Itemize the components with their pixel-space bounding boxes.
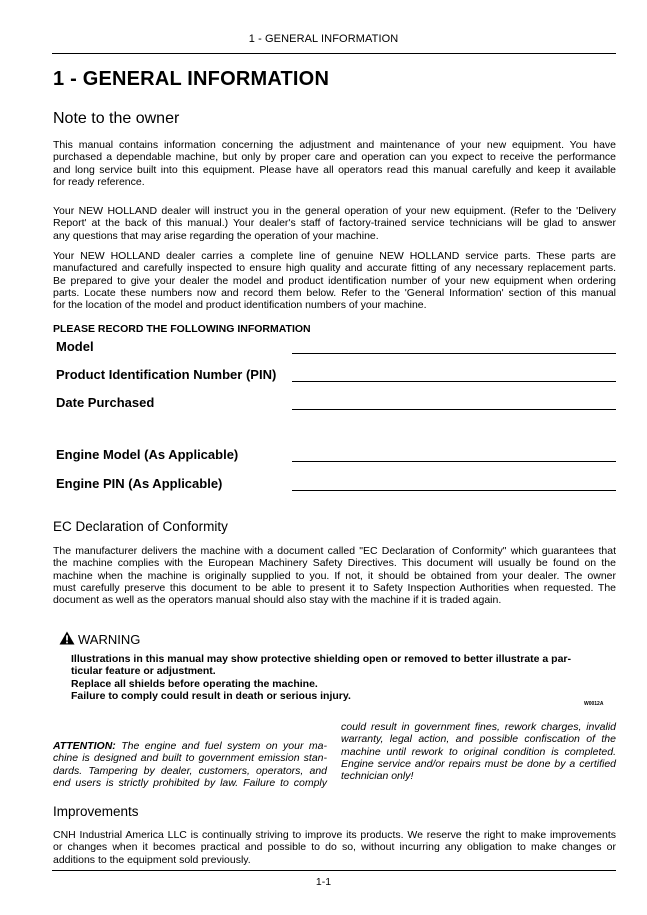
- warning-label: WARNING: [78, 632, 141, 647]
- paragraph-line: Be prepared to give your dealer the model and product identification number of your new equipment when ordering: [53, 274, 616, 287]
- paragraph-line: Your NEW HOLLAND dealer will instruct you in the general operation of your new equipment. (Refer to the 'Delivery: [53, 205, 616, 217]
- attention-left-column: [53, 740, 327, 789]
- attention-line: machine until rework to original condition is completed.: [341, 745, 616, 758]
- paragraph-line: parts. Locate these numbers now and record them below. Refer to the 'General Information' section of this manual: [53, 286, 616, 299]
- header-rule: [52, 53, 616, 54]
- intro-paragraph-2: [53, 205, 616, 242]
- intro-paragraph-1: [53, 139, 616, 188]
- paragraph-line: manufactured and carefully inspected to ensure high quality and accurate fitting of any necessary replacement parts.: [53, 262, 616, 275]
- warning-heading: [59, 631, 140, 648]
- paragraph-line: document as well as the operators manual should also stay with the machine if it is traded again.: [53, 594, 502, 607]
- attention-line: warranty, legal action, and possible confiscation of the: [341, 733, 616, 746]
- warning-triangle-icon: [59, 631, 75, 648]
- field-label-engine-pin: Engine PIN (As Applicable): [56, 476, 223, 491]
- field-line-model: [292, 353, 616, 354]
- paragraph-line: must carefully preserve this document to be able to present it to Safety Inspection Authorities when requested. The: [53, 581, 616, 594]
- paragraph-line: for the location of the model and product identification numbers of your machine.: [53, 299, 427, 312]
- field-line-engine-model: [292, 461, 616, 462]
- improvements-paragraph: [53, 829, 616, 866]
- paragraph-line: the machine complies with the European Machinery Safety Directives. This document will usually be found on the: [53, 557, 616, 570]
- page-number: 1-1: [315, 876, 332, 888]
- warning-code: W0012A: [584, 701, 604, 707]
- running-header: 1 - GENERAL INFORMATION: [248, 33, 399, 45]
- attention-line: could result in government fines, rework charges, invalid: [341, 721, 616, 733]
- intro-paragraph-3: [53, 250, 616, 311]
- warning-line: Illustrations in this manual may show protective shielding open or removed to better illustrate a par-: [71, 653, 572, 665]
- field-line-engine-pin: [292, 490, 616, 491]
- field-label-model: Model: [56, 339, 94, 354]
- paragraph-line: The manufacturer delivers the machine with a document called "EC Declaration of Conformity" which guarantees that: [53, 545, 616, 557]
- attention-line: dards. Tampering by dealer, customers, operators, and: [53, 764, 327, 777]
- field-line-pin: [292, 381, 616, 382]
- paragraph-line: CNH Industrial America LLC is continually striving to improve its products. We reserve the right to make improvements: [53, 829, 616, 841]
- paragraph-line: Report' at the back of this manual.) Your dealer's staff of factory-trained service technicians will be glad to answer: [53, 217, 616, 230]
- paragraph-line: any questions that may arise regarding the operation of your machine.: [53, 229, 379, 242]
- attention-line: ATTENTION: The engine and fuel system on your ma-: [53, 740, 327, 752]
- field-label-pin: Product Identification Number (PIN): [56, 367, 277, 382]
- paragraph-line: machine when the machine is originally supplied to you. If not, it should be obtained from your dealer. The owner: [53, 569, 616, 582]
- attention-right-column: [341, 721, 616, 782]
- field-label-date-purchased: Date Purchased: [56, 395, 155, 410]
- attention-line: Engine service and/or repairs must be done by a certified: [341, 757, 616, 770]
- paragraph-line: for ready reference.: [53, 175, 145, 188]
- field-line-date-purchased: [292, 409, 616, 410]
- attention-line: end users is strictly prohibited by law. Failure to comply: [53, 776, 327, 789]
- attention-line: chine is designed and built to government emission stan-: [53, 752, 327, 765]
- warning-line: Failure to comply could result in death or serious injury.: [71, 689, 351, 702]
- ec-heading: EC Declaration of Conformity: [53, 519, 228, 534]
- footer-rule: [52, 870, 616, 871]
- attention-label: ATTENTION:: [53, 740, 116, 752]
- ec-paragraph: [53, 545, 616, 606]
- warning-text: [71, 653, 601, 702]
- paragraph-line: or changes when it becomes practical and possible to do so, without incurring any obligation to make changes or: [53, 841, 616, 854]
- paragraph-line: Your NEW HOLLAND dealer carries a complete line of genuine NEW HOLLAND service parts. These parts are: [53, 250, 616, 262]
- paragraph-line: and long service built into this equipment. Please have all operators read this manual carefully and keep it available: [53, 163, 616, 176]
- warning-line: Replace all shields before operating the machine.: [71, 677, 318, 690]
- attention-line: technician only!: [341, 770, 414, 783]
- paragraph-line: This manual contains information concerning the adjustment and maintenance of your new equipment. You have: [53, 139, 616, 151]
- note-heading: Note to the owner: [53, 110, 180, 127]
- improvements-heading: Improvements: [53, 804, 139, 819]
- warning-line: ticular feature or adjustment.: [71, 665, 216, 678]
- paragraph-line: additions to the equipment sold previously.: [53, 853, 251, 866]
- paragraph-line: purchased a dependable machine, but only by proper care and operation can you expect to receive the performance: [53, 151, 616, 164]
- field-label-engine-model: Engine Model (As Applicable): [56, 447, 239, 462]
- page-title: 1 - GENERAL INFORMATION: [53, 68, 330, 90]
- record-title: PLEASE RECORD THE FOLLOWING INFORMATION: [53, 323, 311, 335]
